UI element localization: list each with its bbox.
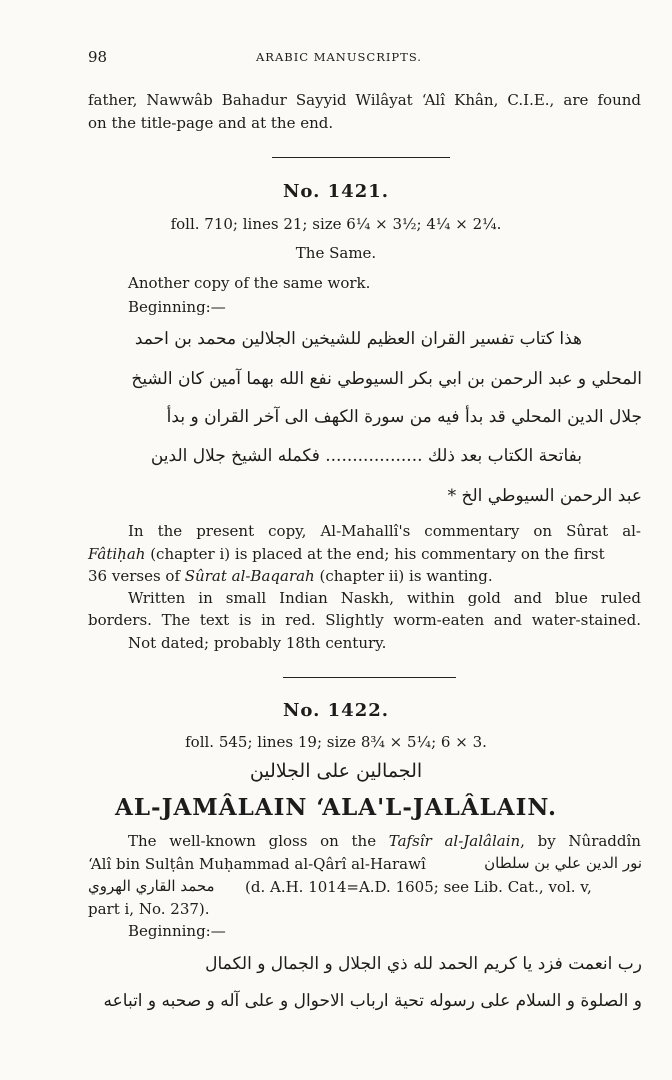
note-line-3: 36 verses of Sûrat al-Baqarah (chapter ii) is wanting. xyxy=(88,567,493,585)
arabic-line-1421-1: هذا كتاب تفسير القران العظيم للشيخين الجلالين محمد بن احمد xyxy=(134,329,582,349)
note-line-2: Fâtiḥah (chapter i) is placed at the end; his commentary on the first xyxy=(88,545,605,563)
beginning-label-1422: Beginning:— xyxy=(128,922,226,940)
intro-line-1: father, Nawwâb Bahadur Sayyid Wilâyat ‘Alî Khân, C.I.E., are found xyxy=(88,91,641,109)
section-divider xyxy=(272,157,450,158)
gloss-line-2: ‘Alî bin Sulṭân Muḥammad al-Qârî al-Harawî xyxy=(88,855,426,873)
note-line-5: borders. The text is in red. Slightly worm-eaten and water-stained. xyxy=(88,611,641,629)
entry-number-1422: No. 1422. xyxy=(282,700,390,721)
section-divider xyxy=(283,677,456,678)
gloss-line-4: part i, No. 237). xyxy=(88,900,210,918)
page-number: 98 xyxy=(88,48,108,66)
running-title: ARABIC MANUSCRIPTS. xyxy=(256,50,422,64)
gloss-line-1: The well-known gloss on the Tafsîr al-Jalâlain, by Nûraddîn xyxy=(128,832,641,850)
page-header xyxy=(88,48,642,70)
intro-line-2: on the title-page and at the end. xyxy=(88,114,334,132)
arabic-line-1421-3: جلال الدين المحلي قد بدأ فيه من سورة الكهف الى آخر القران و بدأ xyxy=(166,407,642,427)
work-title-arabic: الجمالين على الجلالين xyxy=(249,760,423,782)
gloss-author-arabic-cont: محمد القاري الهروي xyxy=(88,877,215,895)
arabic-line-1422-1: رب انعمت فزد يا كريم الحمد لله ذي الجلال و الجمال و الكمال xyxy=(205,954,642,974)
entry-description-1421: Another copy of the same work. xyxy=(128,274,371,292)
beginning-label-1421: Beginning:— xyxy=(128,298,226,316)
note-line-6: Not dated; probably 18th century. xyxy=(128,634,387,652)
gloss-line-3: (d. A.H. 1014=A.D. 1605; see Lib. Cat., vol. v, xyxy=(245,878,592,896)
entry-number-1421: No. 1421. xyxy=(282,181,390,202)
entry-collation-1422: foll. 545; lines 19; size 8¾ × 5¼; 6 × 3. xyxy=(185,733,487,751)
arabic-line-1421-4: بفاتحة الكتاب بعد ذلك .................. فكمله الشيخ جلال الدين xyxy=(150,446,582,466)
entry-collation-1421: foll. 710; lines 21; size 6¼ × 3½; 4¼ × 2¼. xyxy=(170,215,502,233)
arabic-line-1421-2: المحلي و عبد الرحمن بن ابي بكر السيوطي نفع الله بهما آمين كان الشيخ xyxy=(131,369,642,389)
gloss-author-arabic: نور الدين علي بن سلطان xyxy=(484,854,642,872)
work-title-transliterated: AL-JAMÂLAIN ‘ALA'L-JALÂLAIN. xyxy=(115,794,557,821)
entry-title-1421: The Same. xyxy=(295,244,377,262)
note-line-4: Written in small Indian Naskh, within gold and blue ruled xyxy=(128,589,641,607)
arabic-line-1421-5: عبد الرحمن السيوطي الخ * xyxy=(447,486,642,506)
note-line-1: In the present copy, Al-Mahallî's commentary on Sûrat al- xyxy=(128,522,641,540)
arabic-line-1422-2: و الصلوة و السلام على رسوله تحية ارباب الاحوال و على آله و صحبه و اتباعه xyxy=(103,991,642,1011)
